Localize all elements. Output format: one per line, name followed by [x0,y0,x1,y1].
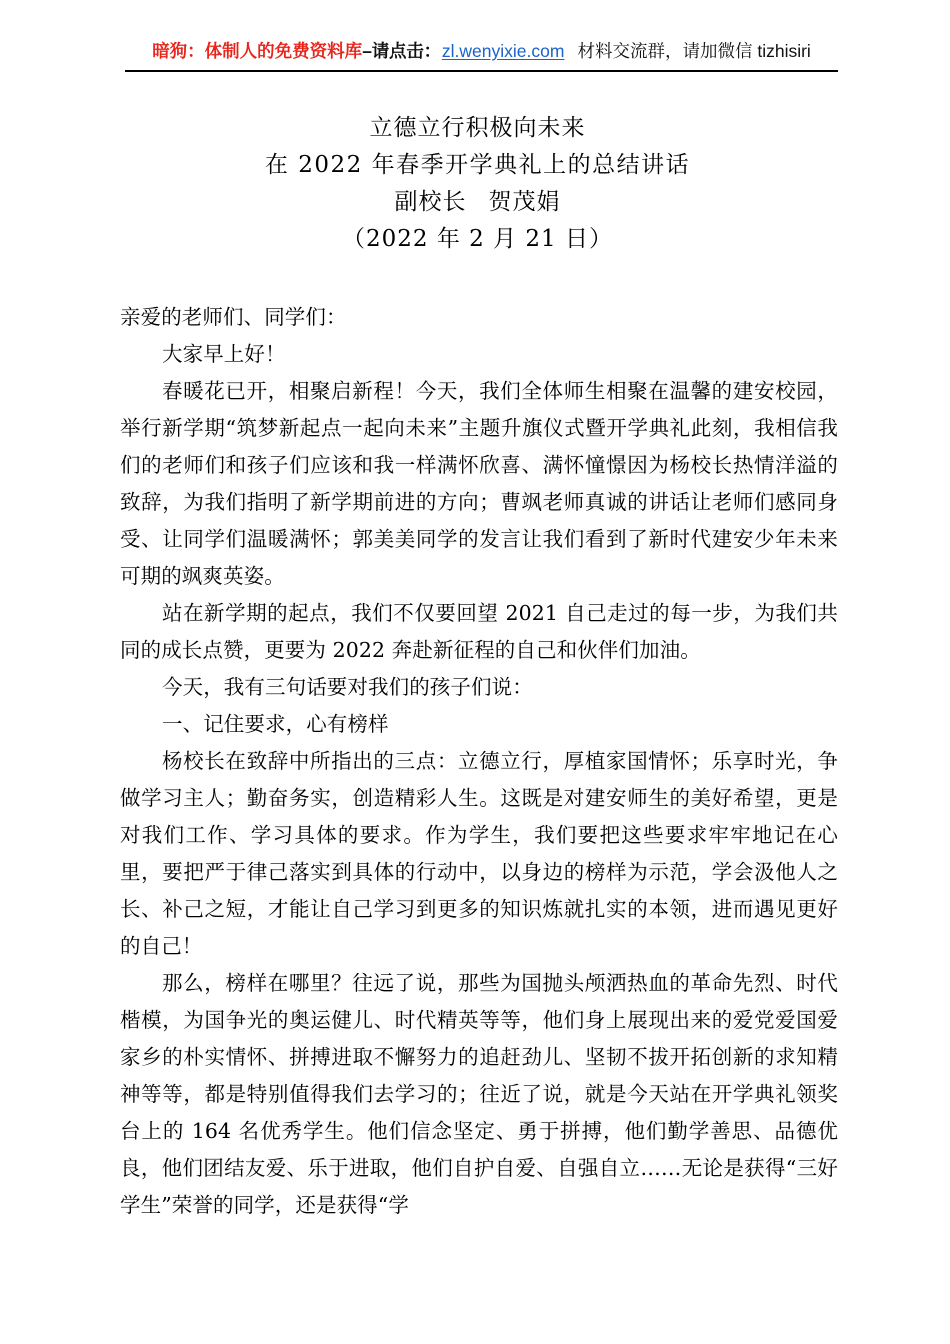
speaker-role: 副校长 [394,189,467,215]
page-header-banner [125,36,838,72]
header-brand-text: 暗狗：体制人的免费资料库 [152,41,363,61]
document-body [120,299,838,1224]
paragraph: 春暖花已开，相聚启新程！今天，我们全体师生相聚在温馨的建安校园，举行新学期“筑梦新起点一起向未来”主题升旗仪式暨开学典礼此刻，我相信我们的老师们和孩子们应该和我一样满怀欣喜、满怀憧憬因为杨校长热情洋溢的致辞，为我们指明了新学期前进的方向；曹飒老师真诚的讲话让老师们感同身受、让同学们温暖满怀；郭美美同学的发言让我们看到了新时代建安少年未来可期的飒爽英姿。 [120,379,838,588]
title-speaker-line [120,184,835,221]
section-heading-one: 一、记住要求，心有榜样 [162,712,389,736]
salutation: 亲爱的老师们、同学们： [120,305,347,329]
document-title-block [120,110,835,258]
header-click-label: –请点击： [362,41,441,61]
title-main: 立德立行积极向未来 [369,115,586,141]
paragraph: 大家早上好！ [162,342,286,366]
paragraph: 今天，我有三句话要对我们的孩子们说： [162,675,533,699]
paragraph: 那么，榜样在哪里？往远了说，那些为国抛头颅洒热血的革命先烈、时代楷模，为国争光的奥运健儿、时代精英等等，他们身上展现出来的爱党爱国爱家乡的朴实情怀、拼搏进取不懈努力的追赶劲儿、坚韧不拔开拓创新的求知精神等等，都是特别值得我们去学习的；往近了说，就是今天站在开学典礼领奖台上的 164 名优秀学生。他们信念坚定、勇于拼搏，他们勤学善思、品德优良，他们团结友爱、乐于进取，他们自护自爱、自强自立……无论是获得“三好学生”荣誉的同学，还是获得“学 [120,971,838,1217]
title-date: （2022 年 2 月 21 日） [342,226,613,252]
paragraph: 杨校长在致辞中所指出的三点：立德立行，厚植家国情怀；乐享时光，争做学习主人；勤奋务实，创造精彩人生。这既是对建安师生的美好希望，更是对我们工作、学习具体的要求。作为学生，我们要把这些要求牢牢地记在心里，要把严于律己落实到具体的行动中，以身边的榜样为示范，学会汲他人之长、补己之短，才能让自己学习到更多的知识炼就扎实的本领，进而遇见更好的自己！ [120,749,838,958]
header-site-link[interactable]: zl.wenyixie.com [441,41,565,61]
title-subtitle: 在 2022 年春季开学典礼上的总结讲话 [264,152,691,178]
paragraph: 站在新学期的起点，我们不仅要回望 2021 自己走过的每一步，为我们共同的成长点赞，更要为 2022 奔赴新征程的自己和伙伴们加油。 [120,601,838,662]
header-text-line [152,36,811,66]
speaker-name: 贺茂娟 [488,189,561,215]
header-wechat-text: 材料交流群，请加微信 tizhisiri [577,41,811,61]
